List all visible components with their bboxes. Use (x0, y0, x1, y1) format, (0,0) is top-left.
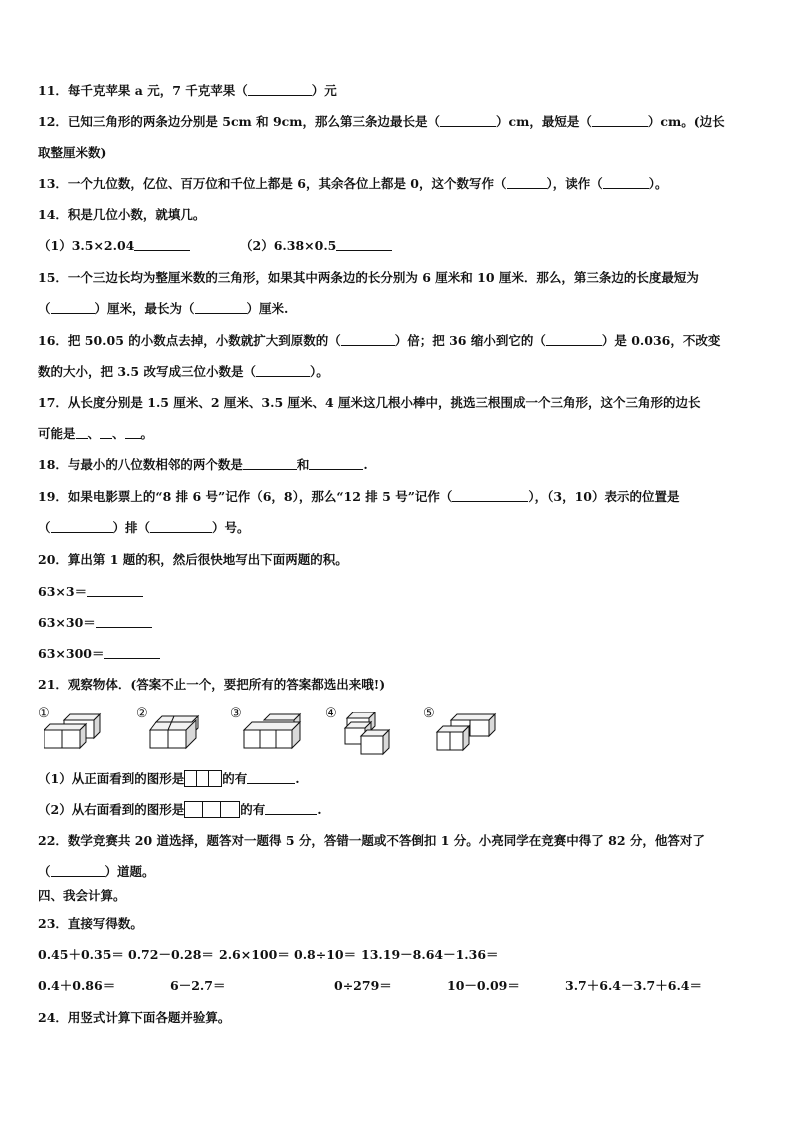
calc-item: 0.4＋0.86＝ (38, 978, 116, 993)
calc-item: 0÷279＝ (334, 978, 392, 993)
question-18: 18．与最小的八位数相邻的两个数是 和 . (38, 457, 368, 472)
question-20-expr-3: 63×300＝ (38, 646, 160, 662)
answer-blank[interactable] (592, 114, 648, 127)
answer-blank[interactable] (87, 584, 143, 597)
question-12: 12．已知三角形的两条边分别是 5cm 和 9cm，那么第三条边最长是（ ）cm，最短是（ ）cm。(边长 (38, 114, 725, 129)
answer-blank[interactable] (341, 333, 395, 346)
question-12-cont: 取整厘米数) (38, 145, 107, 160)
question-14-part-1: （1）3.5×2.04 (38, 238, 190, 254)
question-17: 17．从长度分别是 1.5 厘米、2 厘米、3.5 厘米、4 厘米这几根小棒中，挑选三根围成一个三角形，这个三角形的边长 (38, 395, 701, 410)
calc-item: 0.8÷10＝ (294, 947, 357, 962)
answer-blank[interactable] (100, 426, 112, 439)
answer-blank[interactable] (243, 457, 297, 470)
question-23: 23．直接写得数。 (38, 916, 143, 931)
calc-item: 6－2.7＝ (170, 978, 226, 993)
question-14: 14．积是几位小数，就填几。 (38, 207, 206, 222)
question-17-cont: 可能是 、 、 。 (38, 426, 154, 441)
calc-item: 0.72－0.28＝ (128, 947, 214, 962)
question-22-cont: （ ）道题。 (38, 864, 155, 879)
answer-blank[interactable] (51, 864, 105, 877)
cube-drawing-3 (236, 712, 310, 756)
answer-blank[interactable] (546, 333, 602, 346)
question-21-sub-1: （1）从正面看到的图形是 的有 . (38, 771, 300, 786)
answer-blank[interactable] (603, 176, 649, 189)
question-15: 15．一个三边长均为整厘米数的三角形，如果其中两条边的长分别为 6 厘米和 10 厘米．那么，第三条边的长度最短为 (38, 270, 699, 285)
section-4-heading: 四、我会计算。 (38, 888, 126, 903)
answer-blank[interactable] (134, 238, 190, 251)
question-24: 24．用竖式计算下面各题并验算。 (38, 1010, 231, 1025)
answer-blank[interactable] (309, 457, 363, 470)
question-16-cont: 数的大小，把 3.5 改写成三位小数是（ ）。 (38, 364, 329, 379)
calc-item: 13.19－8.64－1.36＝ (361, 947, 499, 962)
answer-blank[interactable] (96, 615, 152, 628)
question-19: 19．如果电影票上的“8 排 6 号”记作（6，8），那么“12 排 5 号”记作（ ），（3，10）表示的位置是 (38, 489, 680, 504)
calc-item: 3.7＋6.4－3.7＋6.4＝ (565, 978, 702, 993)
question-21-sub-2: （2）从右面看到的图形是 的有 . (38, 802, 322, 817)
answer-blank[interactable] (150, 520, 212, 533)
answer-blank[interactable] (256, 364, 310, 377)
question-20-expr-2: 63×30＝ (38, 615, 152, 631)
calc-item: 10－0.09＝ (447, 978, 520, 993)
answer-blank[interactable] (125, 426, 141, 439)
question-15-cont: （ ）厘米，最长为（ ）厘米. (38, 301, 289, 316)
question-16: 16．把 50.05 的小数点去掉，小数就扩大到原数的（ ）倍；把 36 缩小到它的（ ）是 0.036，不改变 (38, 333, 721, 348)
front-view-shape (184, 770, 222, 787)
calc-item: 0.45＋0.35＝ (38, 947, 124, 962)
answer-blank[interactable] (336, 238, 392, 251)
question-20: 20．算出第 1 题的积，然后很快地写出下面两题的积。 (38, 552, 348, 567)
right-view-shape (184, 801, 240, 818)
question-14-part-2: （2）6.38×0.5 (240, 238, 392, 254)
answer-blank[interactable] (507, 176, 547, 189)
cube-drawing-1 (44, 712, 110, 756)
cube-drawing-5 (429, 712, 499, 756)
question-22: 22．数学竞赛共 20 道选择，题答对一题得 5 分，答错一题或不答倒扣 1 分。小亮同学在竞赛中得了 82 分，他答对了 (38, 833, 705, 848)
answer-blank[interactable] (248, 83, 312, 96)
answer-blank[interactable] (265, 802, 317, 815)
question-11: 11．每千克苹果 a 元，7 千克苹果（ ）元 (38, 83, 337, 98)
answer-blank[interactable] (247, 771, 295, 784)
answer-blank[interactable] (104, 646, 160, 659)
answer-blank[interactable] (452, 489, 528, 502)
answer-blank[interactable] (51, 301, 95, 314)
answer-blank[interactable] (440, 114, 496, 127)
cube-figures: ① ② ③ ④ ⑤ (38, 706, 508, 754)
answer-blank[interactable] (76, 426, 88, 439)
cube-drawing-2 (142, 712, 208, 756)
answer-blank[interactable] (195, 301, 247, 314)
question-13: 13．一个九位数，亿位、百万位和千位上都是 6，其余各位上都是 0，这个数写作（ ），读作（ ）。 (38, 176, 668, 191)
question-21: 21．观察物体．(答案不止一个，要把所有的答案都选出来哦!) (38, 677, 386, 692)
cube-drawing-4 (331, 712, 397, 760)
question-20-expr-1: 63×3＝ (38, 584, 143, 600)
question-19-cont: （ ）排（ ）号。 (38, 520, 250, 535)
calc-item: 2.6×100＝ (219, 947, 290, 962)
answer-blank[interactable] (51, 520, 113, 533)
